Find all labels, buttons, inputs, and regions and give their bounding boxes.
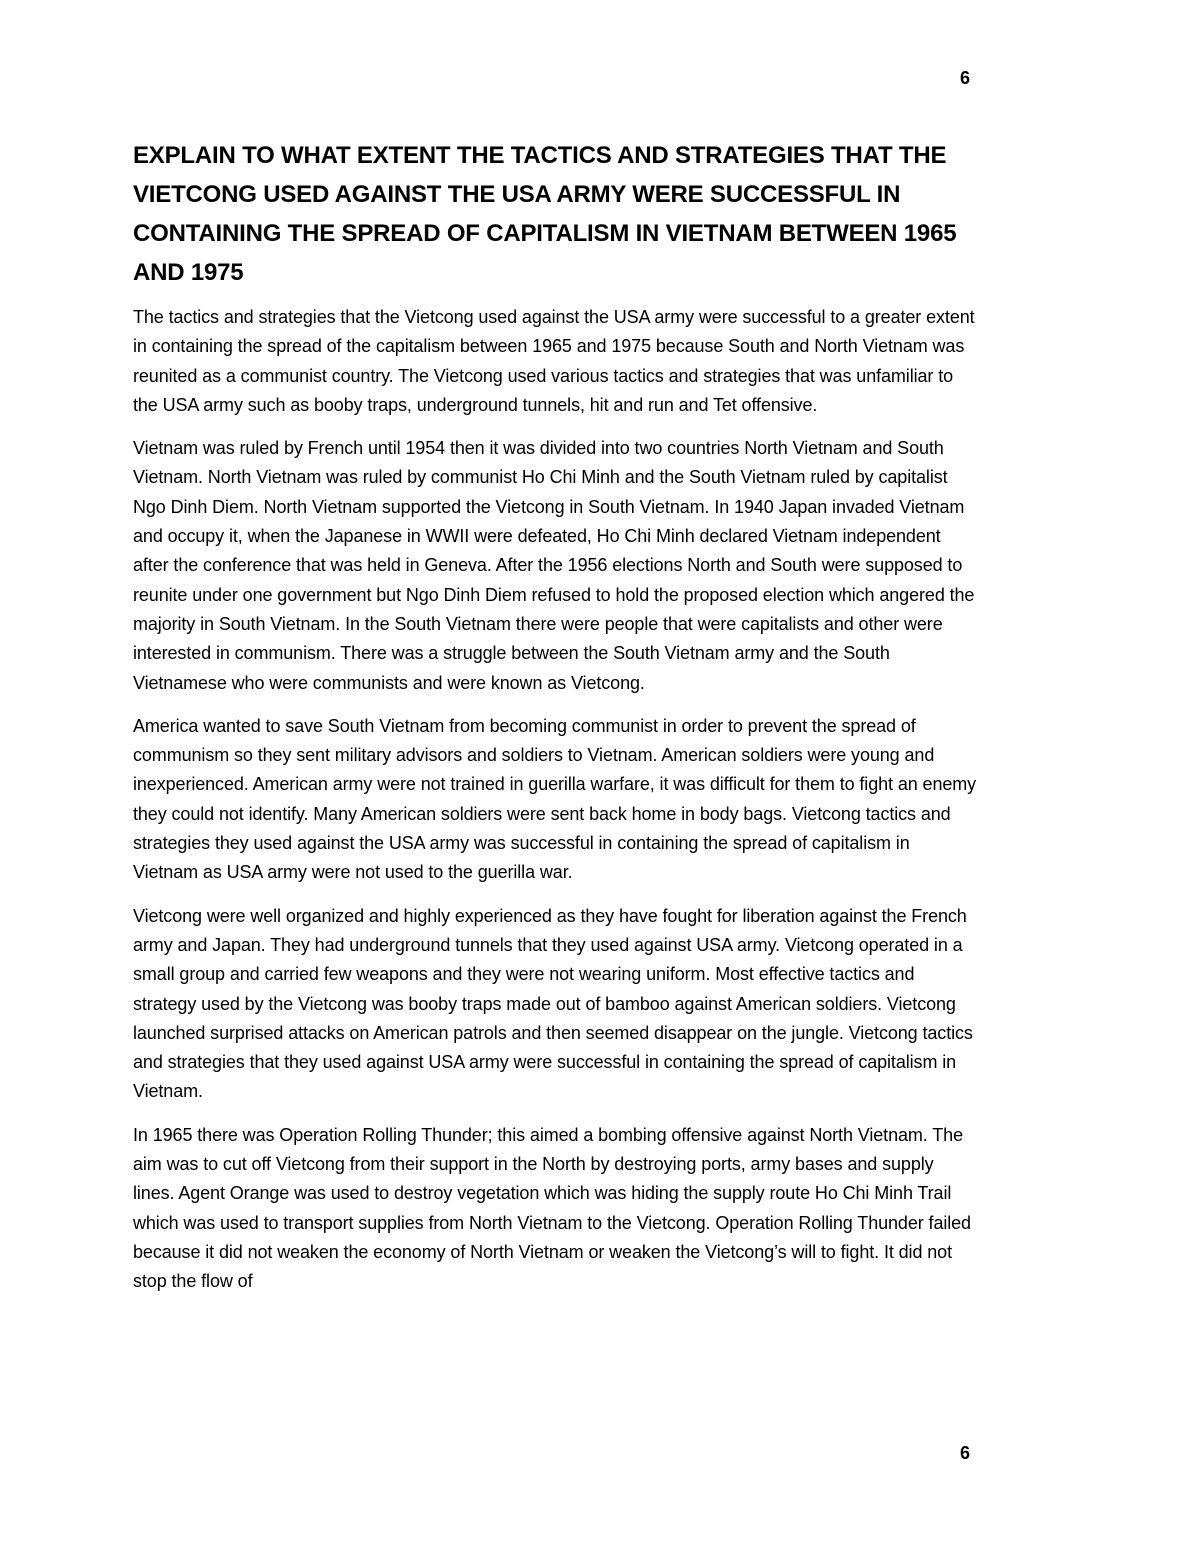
page-number-bottom: 6 [959,1443,970,1463]
paragraph-vietcong-tactics: Vietcong were well organized and highly experienced as they have fought for liberation against the French army and Japan. They had underground tunnels that they used against USA army. Vietcong operated in a small group and carried few weapons and they were not wearing uniform. Most effective tactics and strategy used by the Vietcong was booby traps made out of bamboo against American soldiers. Vietcong launched surprised attacks on American patrols and then seemed disappear on the jungle. Vietcong tactics and strategies that they used against USA army were successful in containing the spread of capitalism in Vietnam. [133,905,973,1102]
paragraph-american-involvement: America wanted to save South Vietnam from becoming communist in order to prevent the spread of communism so they sent military advisors and soldiers to Vietnam. American soldiers were young and inexperienced. American army were not trained in guerilla warfare, it was difficult for them to fight an enemy they could not identify. Many American soldiers were sent back home in body bags. Vietcong tactics and strategies they used against the USA army was successful in containing the spread of capitalism in Vietnam as USA army were not used to the guerilla war. [133,715,977,883]
page-number-top: 6 [959,68,970,88]
document-title: EXPLAIN TO WHAT EXTENT THE TACTICS AND STRATEGIES THAT THE VIETCONG USED AGAINST THE USA ARMY WERE SUCCESSFUL IN CONTAINING THE SPREAD OF CAPITALISM IN VIETNAM BETWEEN 1965 AND 1975 [133,142,957,286]
document-body [133,303,978,1311]
paragraph-intro: The tactics and strategies that the Vietcong used against the USA army were successful to a greater extent in containing the spread of the capitalism between 1965 and 1975 because South and North Vietnam was reunited as a communist country. The Vietcong used various tactics and strategies that was unfamiliar to the USA army such as booby traps, underground tunnels, hit and run and Tet offensive. [133,307,975,415]
paragraph-rolling-thunder: In 1965 there was Operation Rolling Thunder; this aimed a bombing offensive against North Vietnam. The aim was to cut off Vietcong from their support in the North by destroying ports, army bases and supply lines. Agent Orange was used to destroy vegetation which was hiding the supply route Ho Chi Minh Trail which was used to transport supplies from North Vietnam to the Vietcong. Operation Rolling Thunder failed because it did not weaken the economy of North Vietnam or weaken the Vietcong’s will to fight. It did not stop the flow of [133,1124,971,1292]
paragraph-background: Vietnam was ruled by French until 1954 then it was divided into two countries North Vietnam and South Vietnam. North Vietnam was ruled by communist Ho Chi Minh and the South Vietnam ruled by capitalist Ngo Dinh Diem. North Vietnam supported the Vietcong in South Vietnam. In 1940 Japan invaded Vietnam and occupy it, when the Japanese in WWII were defeated, Ho Chi Minh declared Vietnam independent after the conference that was held in Geneva. After the 1956 elections North and South were supposed to reunite under one government but Ngo Dinh Diem refused to hold the proposed election which angered the majority in South Vietnam. In the South Vietnam there were people that were capitalists and other were interested in communism. There was a struggle between the South Vietnam army and the South Vietnamese who were communists and were known as Vietcong. [133,438,975,693]
